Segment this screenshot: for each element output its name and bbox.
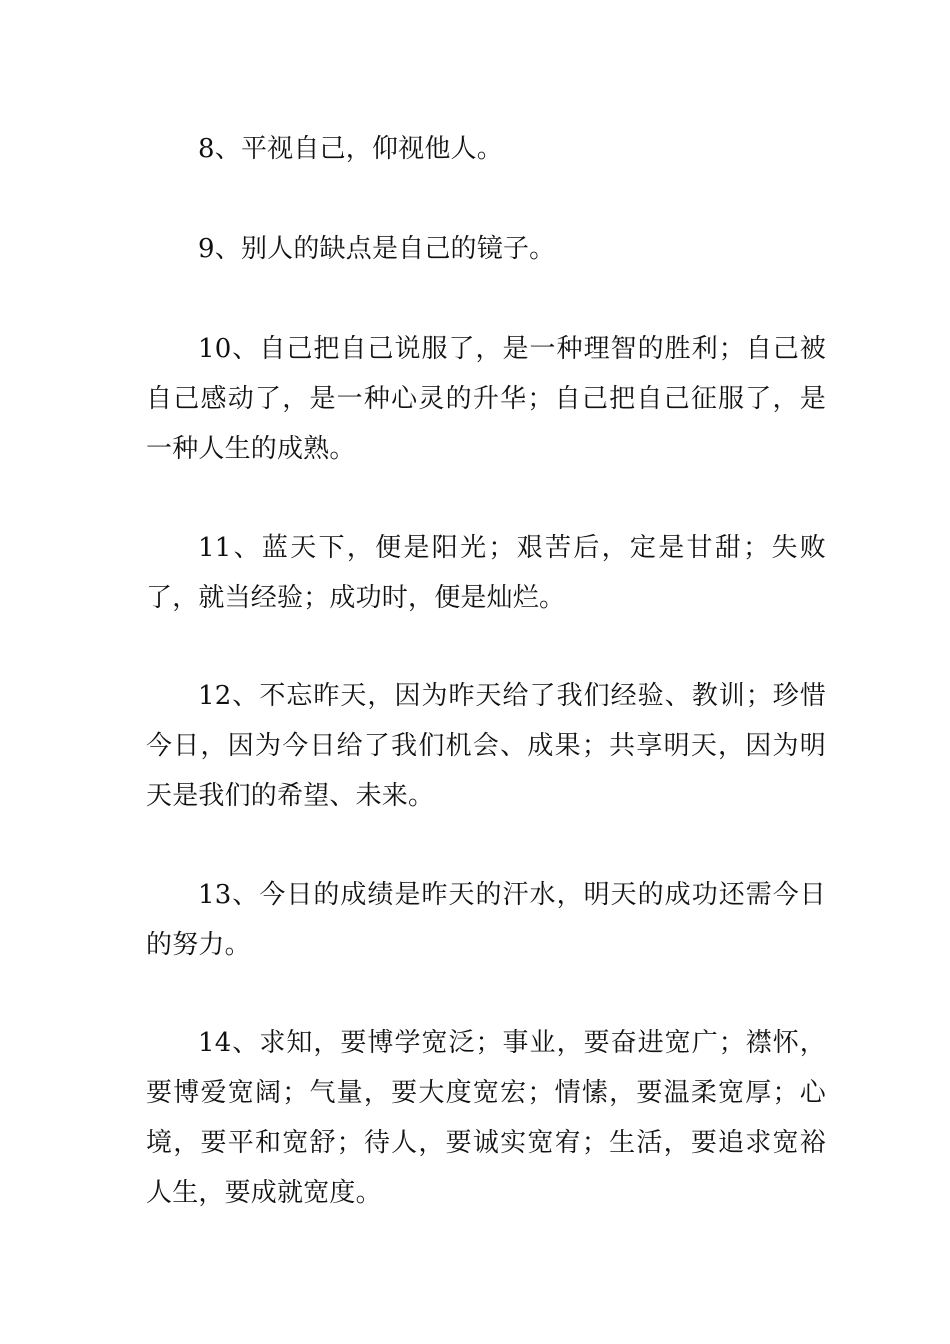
paragraph-11: 11、蓝天下，便是阳光；艰苦后，定是甘甜；失败了，就当经验；成功时，便是灿烂。 [146, 533, 826, 613]
paragraph-9: 9、别人的缺点是自己的镜子。 [198, 234, 556, 264]
paragraph-12: 12、不忘昨天，因为昨天给了我们经验、教训；珍惜今日，因为今日给了我们机会、成果；共享明天，因为明天是我们的希望、未来。 [146, 681, 826, 811]
paragraph-10: 10、自己把自己说服了，是一种理智的胜利；自己被自己感动了，是一种心灵的升华；自己把自己征服了，是一种人生的成熟。 [146, 334, 826, 464]
paragraph-8: 8、平视自己，仰视他人。 [198, 134, 503, 164]
paragraph-14: 14、求知，要博学宽泛；事业，要奋进宽广；襟怀，要博爱宽阔；气量，要大度宽宏；情愫，要温柔宽厚；心境，要平和宽舒；待人，要诚实宽宥；生活，要追求宽裕人生，要成就宽度。 [146, 1028, 826, 1208]
paragraph-13: 13、今日的成绩是昨天的汗水，明天的成功还需今日的努力。 [146, 880, 826, 960]
